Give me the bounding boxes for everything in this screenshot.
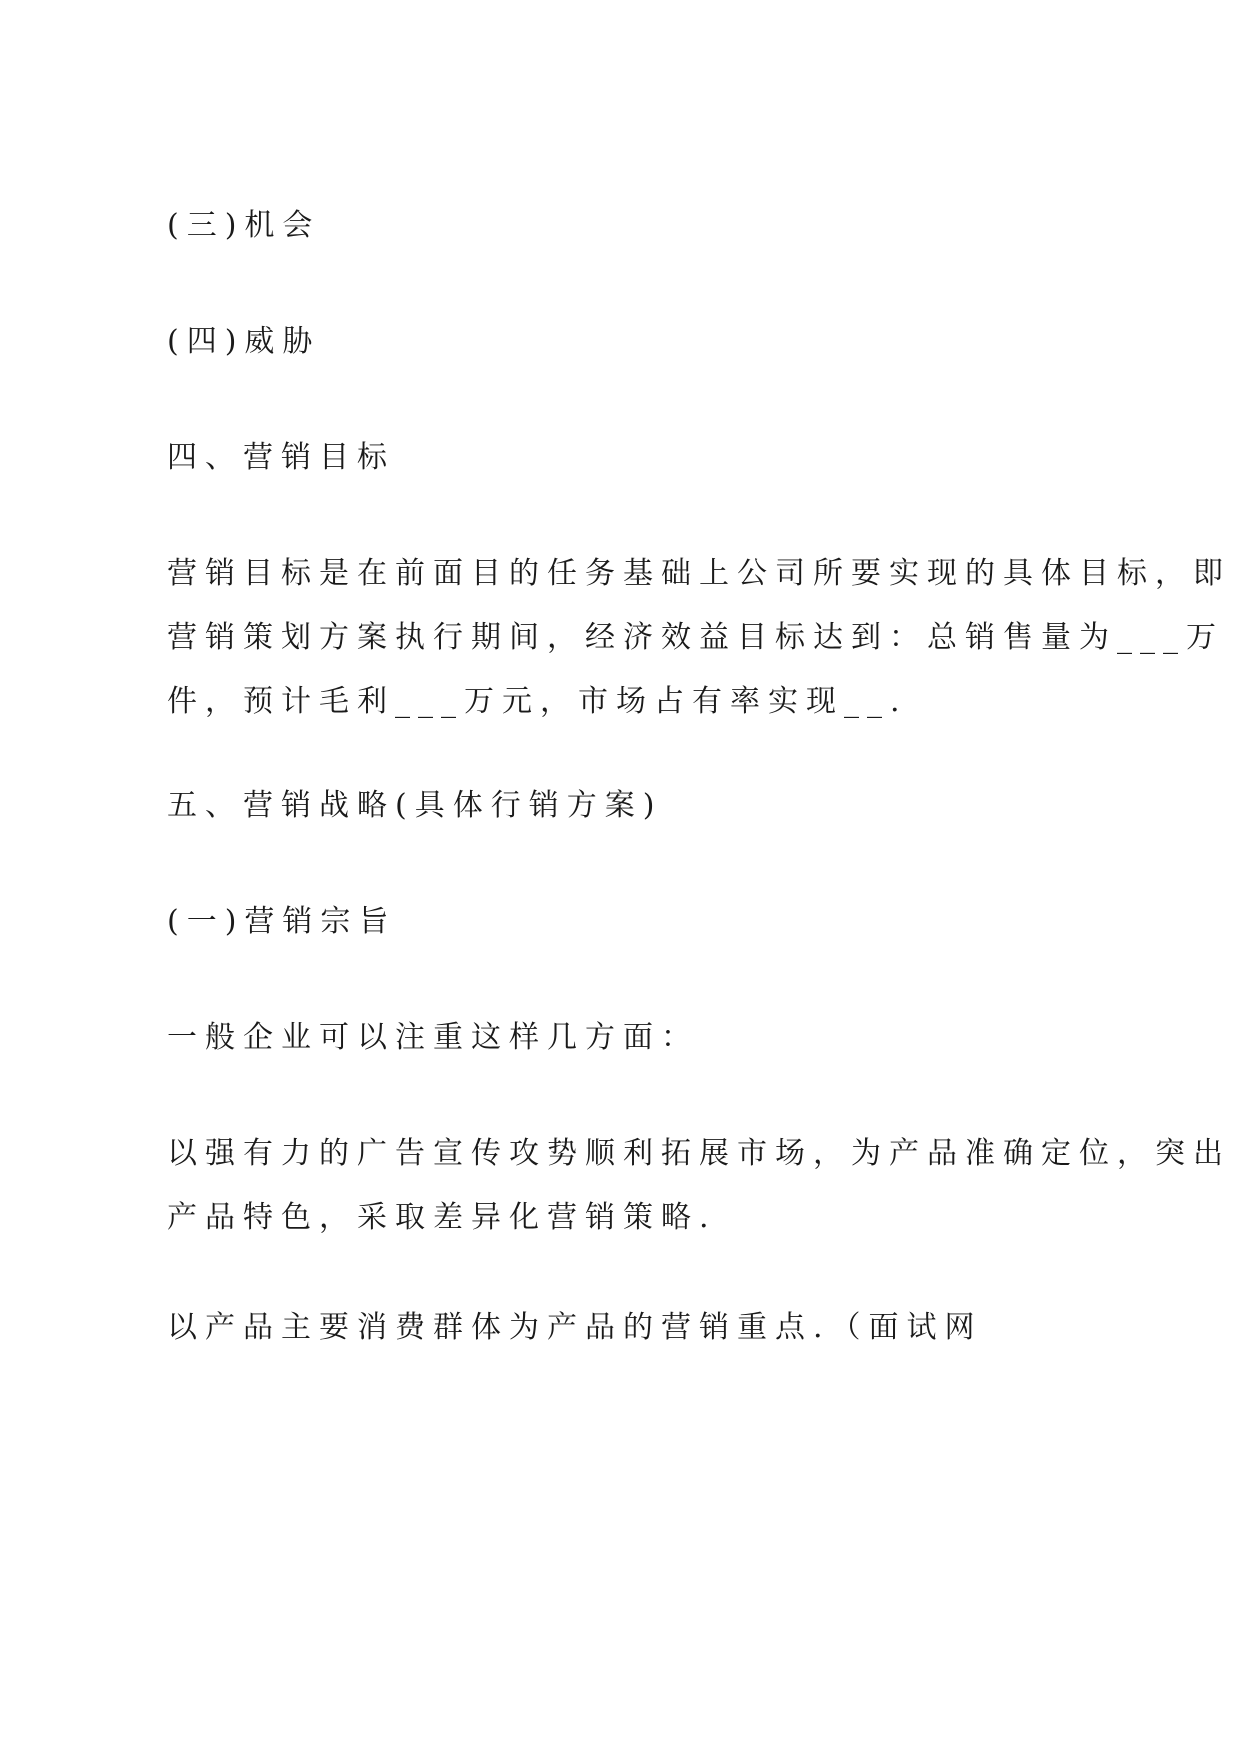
paragraph-line: 以强有力的广告宣传攻势顺利拓展市场，为产品准确定位，突出 <box>167 1136 1231 1171</box>
paragraph-line: 营销目标是在前面目的任务基础上公司所要实现的具体目标，即 <box>167 556 1231 591</box>
heading-marketing-goal: 四、营销目标 <box>167 440 395 475</box>
paragraph-line: 件，预计毛利___万元，市场占有率实现__. <box>167 684 908 719</box>
heading-threat: (四)威胁 <box>167 324 321 359</box>
heading-opportunity: (三)机会 <box>167 208 321 243</box>
paragraph-intro: 一般企业可以注重这样几方面： <box>167 1020 699 1055</box>
heading-marketing-purpose: (一)营销宗旨 <box>167 904 397 939</box>
heading-marketing-strategy: 五、营销战略(具体行销方案) <box>167 788 663 823</box>
paragraph-marketing-goal <box>167 556 1231 748</box>
paragraph-line: 产品特色，采取差异化营销策略. <box>167 1200 717 1235</box>
paragraph-point-1 <box>167 1136 1231 1264</box>
paragraph-line: 营销策划方案执行期间，经济效益目标达到：总销售量为___万 <box>167 620 1224 655</box>
paragraph-point-2: 以产品主要消费群体为产品的营销重点.（面试网 <box>167 1310 983 1345</box>
